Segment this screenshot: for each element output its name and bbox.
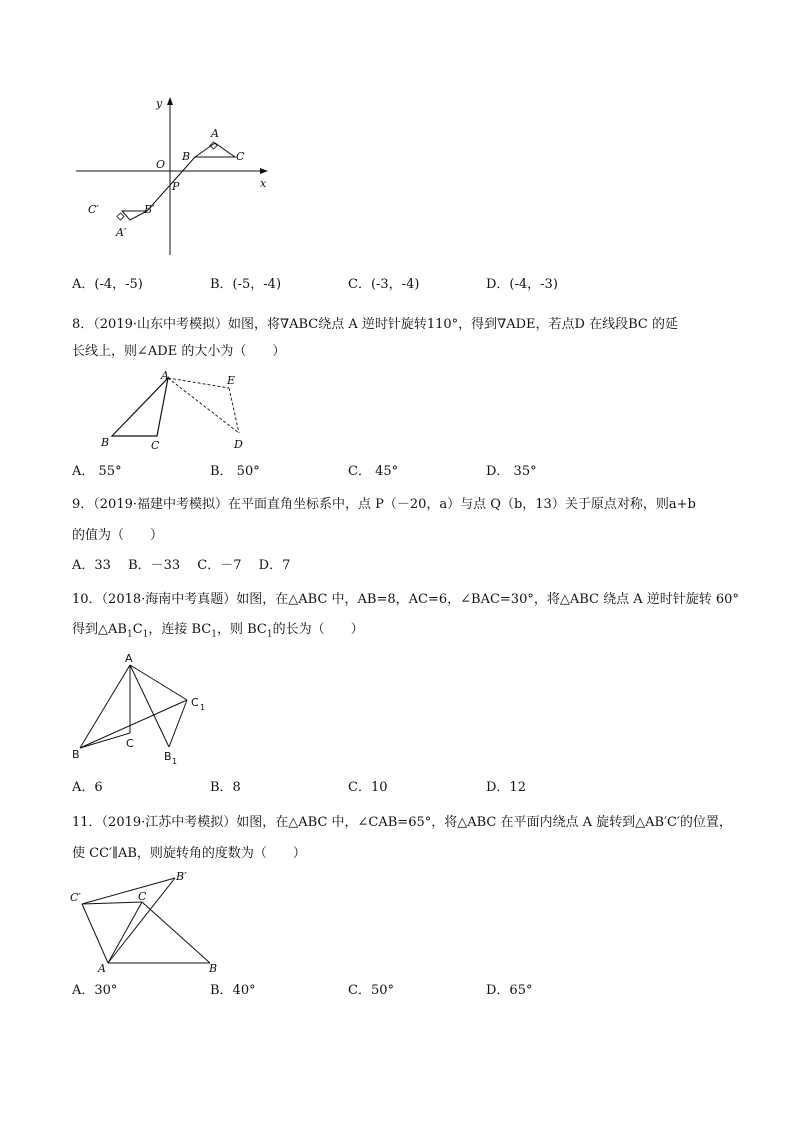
label-a: A [161,369,169,382]
label-p: P [172,180,180,193]
label-d: D [234,438,243,451]
q11-figure [70,868,230,978]
q10-option-c: C．10 [348,780,388,795]
label-b: B [209,962,218,975]
label-c: C [151,439,160,452]
label-o: O [156,158,166,171]
triangle-abc [112,378,168,436]
q7-option-c: C．(-3，-4) [348,277,420,292]
q10-sub-2: 1 [142,629,149,640]
segment-ed [229,388,239,433]
label-c-prime: C′ [70,891,81,904]
q10-text-a: 得到△AB [72,622,127,637]
label-a-prime: A′ [116,226,127,239]
label-b: B [101,436,110,449]
q8-option-c: C． 45° [348,464,399,479]
q7-option-b: B．(-5，-4) [210,277,282,292]
label-x: x [260,177,267,190]
q10-stem-line2 [72,621,364,644]
label-c1-sub: 1 [200,703,206,712]
label-b1-sub: 1 [172,757,178,766]
q7-option-a: A．(-4，-5) [72,277,143,292]
q10-text-d: ，则 BC [216,622,267,637]
q11-stem-line1: 11．（2019·江苏中考模拟）如图，在△ABC 中，∠CAB=65°，将△ABC 在平面内绕点 A 旋转到△AB′C′的位置， [72,815,732,830]
label-c1: C [191,696,199,709]
triangle-abc [195,143,235,157]
q10-stem-line1: 10．（2018·海南中考真题）如图，在△ABC 中，AB=8，AC=6，∠BAC=30°，将△ABC 绕点 A 逆时针旋转 60° [72,592,739,607]
label-y: y [156,97,163,110]
segment-cprime-bprime [82,878,175,904]
q10-option-b: B．8 [210,780,241,795]
q11-stem-line2: 使 CC′∥AB，则旋转角的度数为（ ） [72,846,306,861]
q11-option-b: B．40° [210,983,256,998]
label-c: C [236,150,245,163]
q10-sub-4: 1 [266,629,273,640]
label-a: A [211,127,219,140]
q7-option-d: D．(-4，-3) [486,277,558,292]
y-axis-arrow [167,97,173,105]
x-axis-arrow [260,168,268,174]
label-c: C [126,737,134,750]
segment-acprime [82,904,108,963]
q8-option-b: B． 50° [210,464,260,479]
label-b: B [72,748,80,761]
q8-figure [95,368,265,453]
q8-option-a: A． 55° [72,464,122,479]
q10-figure [70,650,220,770]
right-angle-mark-aprime [117,213,124,220]
segment-ac [108,902,142,963]
q11-option-c: C．50° [348,983,394,998]
q8-stem-line2: 长线上，则∠ADE 的大小为（ ） [72,344,286,359]
q9-stem-line1: 9．（2019·福建中考模拟）在平面直角坐标系中，点 P（－20，a）与点 Q（b，13）关于原点对称，则a+b [72,497,696,512]
q8-option-d: D． 35° [486,464,537,479]
label-b-prime: B′ [176,870,187,883]
q10-option-a: A．6 [72,780,103,795]
segment-cb [142,902,210,963]
q10-sub-1: 1 [126,629,133,640]
coordinate-figure [70,95,280,265]
q9-options: A．33 B．－33 C．－7 D．7 [72,558,291,573]
label-c-prime: C′ [88,203,99,216]
q10-text-e: 的长为（ ） [272,622,364,637]
label-a: A [125,652,133,665]
q10-text-b: C [132,622,143,637]
q9-stem-line2: 的值为（ ） [72,528,164,543]
label-b1: B [164,750,172,763]
q11-option-d: D．65° [486,983,533,998]
segment-ae [168,378,229,388]
label-a: A [98,962,106,975]
q10-text-c: ，连接 BC [148,622,212,637]
label-e: E [227,374,236,387]
q10-sub-3: 1 [211,629,217,640]
q10-option-d: D．12 [486,780,526,795]
label-b: B [182,150,191,163]
segment-cprime-c [82,902,142,904]
q11-option-a: A．30° [72,983,118,998]
label-b-prime: B′ [144,203,155,216]
q8-stem-line1: 8．（2019·山东中考模拟）如图，将∇ABC绕点 A 逆时针旋转110°，得到∇ADE，若点D 在线段BC 的延 [72,317,678,332]
label-c: C [138,890,147,903]
